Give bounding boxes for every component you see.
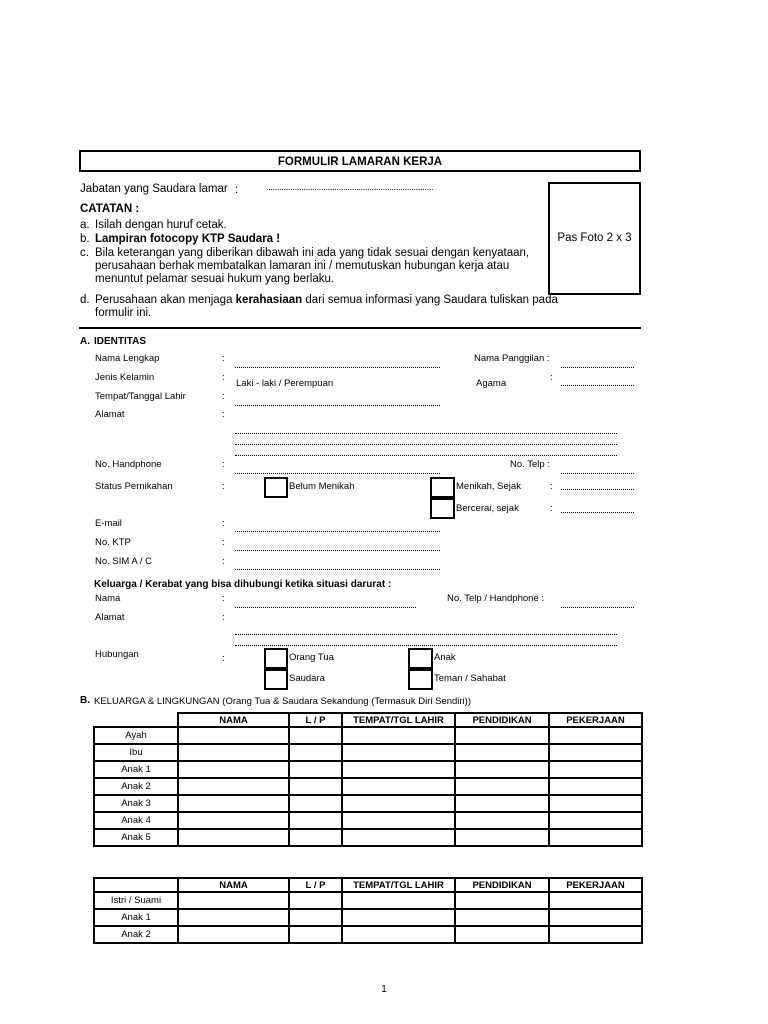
catatan-d-line1 xyxy=(95,294,558,306)
jabatan-colon: : xyxy=(235,184,239,196)
kerabat-telp-field[interactable] xyxy=(561,607,634,608)
kerabat-alamat-label: Alamat xyxy=(95,612,125,623)
column-header: PENDIDIKAN xyxy=(455,878,549,892)
photo-label: Pas Foto 2 x 3 xyxy=(557,232,632,244)
table-cell[interactable] xyxy=(455,761,549,778)
table-cell[interactable] xyxy=(289,795,342,812)
alamat-label: Alamat xyxy=(95,409,125,420)
catatan-c-marker: c. xyxy=(80,247,89,259)
kerabat-nama-field[interactable] xyxy=(235,607,416,608)
alamat-field-line-3[interactable] xyxy=(235,455,617,456)
table-cell[interactable] xyxy=(289,829,342,846)
table-row xyxy=(94,829,642,846)
email-field[interactable] xyxy=(235,531,440,532)
table-row xyxy=(94,727,642,744)
handphone-field[interactable] xyxy=(235,473,440,474)
table-row xyxy=(94,892,642,909)
bercerai-sejak-field[interactable] xyxy=(561,512,634,513)
column-header: PEKERJAAN xyxy=(549,878,642,892)
alamat-field-line-2[interactable] xyxy=(235,444,617,445)
section-b-marker: B. xyxy=(80,695,90,706)
kerabat-nama-label: Nama xyxy=(95,593,121,604)
kerabat-telp-label: No. Telp / Handphone : xyxy=(447,593,545,604)
spouse-table xyxy=(93,877,643,944)
agama-label: Agama xyxy=(476,378,507,389)
alamat-field-line-1[interactable] xyxy=(235,433,617,434)
row-label: Anak 1 xyxy=(94,909,178,926)
table-cell[interactable] xyxy=(549,812,642,829)
anak-checkbox[interactable] xyxy=(408,648,433,669)
table-cell[interactable] xyxy=(549,727,642,744)
kerabat-alamat-field-line-1[interactable] xyxy=(235,634,617,635)
row-label: Anak 1 xyxy=(94,761,178,778)
table-cell[interactable] xyxy=(549,795,642,812)
jenis-kelamin-value[interactable]: Laki - laki / Perempuan xyxy=(236,378,334,389)
table-cell[interactable] xyxy=(342,727,455,744)
table-cell[interactable] xyxy=(455,829,549,846)
table-cell[interactable] xyxy=(455,909,549,926)
table-row xyxy=(94,926,642,943)
table-row xyxy=(94,761,642,778)
table-cell[interactable] xyxy=(342,778,455,795)
belum-menikah-checkbox[interactable] xyxy=(264,477,288,498)
family-table xyxy=(93,712,643,847)
teman-checkbox[interactable] xyxy=(408,669,433,690)
catatan-c-line2: perusahaan berhak membatalkan lamaran ini / memutuskan hubungan kerja atau xyxy=(95,260,510,272)
catatan-a-text: Isilah dengan huruf cetak. xyxy=(95,219,227,231)
family-table-header xyxy=(94,713,642,727)
table-cell[interactable] xyxy=(178,795,289,812)
sim-label: No. SIM A / C xyxy=(95,556,153,567)
ktp-colon: : xyxy=(222,537,225,548)
row-label: Anak 4 xyxy=(94,812,178,829)
agama-colon: : xyxy=(550,372,553,383)
no-telp-field[interactable] xyxy=(561,473,634,474)
ktp-field[interactable] xyxy=(235,550,440,551)
email-label: E-mail xyxy=(95,518,122,529)
table-cell[interactable] xyxy=(289,744,342,761)
table-cell[interactable] xyxy=(455,744,549,761)
table-row xyxy=(94,812,642,829)
table-cell[interactable] xyxy=(178,892,289,909)
menikah-colon: : xyxy=(550,481,553,492)
column-header: L / P xyxy=(289,713,342,727)
table-cell[interactable] xyxy=(342,812,455,829)
keluarga-darurat-title: Keluarga / Kerabat yang bisa dihubungi ketika situasi darurat : xyxy=(94,579,392,590)
ktp-label: No. KTP xyxy=(95,537,131,548)
saudara-label: Saudara xyxy=(289,673,325,684)
catatan-a-marker: a. xyxy=(80,219,90,231)
handphone-label: No. Handphone xyxy=(95,459,162,470)
table-cell[interactable] xyxy=(289,761,342,778)
table-cell[interactable] xyxy=(178,744,289,761)
status-colon: : xyxy=(222,481,225,492)
bercerai-colon: : xyxy=(550,503,553,514)
header-empty-cell xyxy=(94,878,178,892)
section-a-marker: A. xyxy=(80,336,90,347)
bercerai-checkbox[interactable] xyxy=(430,498,455,519)
table-cell[interactable] xyxy=(549,761,642,778)
table-cell[interactable] xyxy=(549,892,642,909)
section-b-title-mid: Orang Tua & Saudara Sekandung (Termasuk Diri Sendiri) xyxy=(225,696,468,707)
table-cell[interactable] xyxy=(178,778,289,795)
catatan-b-text: Lampiran fotocopy KTP Saudara ! xyxy=(95,233,281,245)
nama-lengkap-label: Nama Lengkap xyxy=(95,353,160,364)
column-header: PENDIDIKAN xyxy=(455,713,549,727)
table-cell[interactable] xyxy=(455,892,549,909)
catatan-c-line1: Bila keterangan yang diberikan dibawah ini ada yang tidak sesuai dengan kenyataan, xyxy=(95,247,530,259)
catatan-d-bold: kerahasiaan xyxy=(235,294,303,306)
nama-panggilan-field[interactable] xyxy=(561,367,634,368)
nama-lengkap-colon: : xyxy=(222,353,225,364)
page-number: 1 xyxy=(381,984,387,995)
alamat-colon: : xyxy=(222,409,225,420)
hubungan-colon: : xyxy=(222,653,225,664)
table-cell[interactable] xyxy=(549,926,642,943)
menikah-label: Menikah, Sejak xyxy=(456,481,521,492)
sim-colon: : xyxy=(222,556,225,567)
jenis-kelamin-label: Jenis Kelamin xyxy=(95,372,155,383)
column-header: TEMPAT/TGL LAHIR xyxy=(342,878,455,892)
kerabat-alamat-field-line-2[interactable] xyxy=(235,645,617,646)
section-divider xyxy=(79,327,641,329)
belum-menikah-label: Belum Menikah xyxy=(289,481,355,492)
menikah-sejak-field[interactable] xyxy=(561,489,634,490)
spouse-table-header xyxy=(94,878,642,892)
row-label: Ayah xyxy=(94,727,178,744)
table-cell[interactable] xyxy=(289,812,342,829)
table-cell[interactable] xyxy=(342,926,455,943)
bercerai-label: Bercerai, sejak xyxy=(456,503,519,514)
table-row xyxy=(94,909,642,926)
catatan-title: CATATAN : xyxy=(80,203,140,215)
column-header: PEKERJAAN xyxy=(549,713,642,727)
catatan-d-post: dari semua informasi yang Saudara tuliskan pada xyxy=(302,294,558,306)
anak-label: Anak xyxy=(434,652,456,663)
table-cell[interactable] xyxy=(289,926,342,943)
table-row xyxy=(94,795,642,812)
row-label: Istri / Suami xyxy=(94,892,178,909)
section-b-title-post: ) xyxy=(467,696,471,707)
section-a-title: IDENTITAS xyxy=(94,336,147,347)
column-header: TEMPAT/TGL LAHIR xyxy=(342,713,455,727)
jabatan-field[interactable]: ............................................................................ xyxy=(266,182,434,192)
nama-panggilan-label: Nama Panggilan : xyxy=(474,353,550,364)
jabatan-label: Jabatan yang Saudara lamar xyxy=(80,183,228,195)
table-cell[interactable] xyxy=(289,727,342,744)
table-cell[interactable] xyxy=(342,795,455,812)
table-cell[interactable] xyxy=(455,795,549,812)
kerabat-alamat-colon: : xyxy=(222,612,225,623)
teman-label: Teman / Sahabat xyxy=(434,673,506,684)
table-cell[interactable] xyxy=(342,829,455,846)
nama-lengkap-field[interactable] xyxy=(235,367,440,368)
table-cell[interactable] xyxy=(549,744,642,761)
orang-tua-label: Orang Tua xyxy=(289,652,334,663)
handphone-colon: : xyxy=(222,459,225,470)
ttl-label: Tempat/Tanggal Lahir xyxy=(95,391,186,402)
row-label: Anak 2 xyxy=(94,926,178,943)
table-cell[interactable] xyxy=(289,892,342,909)
table-cell[interactable] xyxy=(455,727,549,744)
table-cell[interactable] xyxy=(342,744,455,761)
table-row xyxy=(94,778,642,795)
row-label: Anak 3 xyxy=(94,795,178,812)
column-header: L / P xyxy=(289,878,342,892)
form-title: FORMULIR LAMARAN KERJA xyxy=(277,156,443,168)
row-label: Ibu xyxy=(94,744,178,761)
kerabat-nama-colon: : xyxy=(222,593,225,604)
table-cell[interactable] xyxy=(549,909,642,926)
ttl-field[interactable] xyxy=(235,405,440,406)
header-empty-cell xyxy=(94,713,178,727)
table-cell[interactable] xyxy=(455,812,549,829)
jenis-kelamin-colon: : xyxy=(222,372,225,383)
table-cell[interactable] xyxy=(289,778,342,795)
table-cell[interactable] xyxy=(549,778,642,795)
catatan-b-marker: b. xyxy=(80,233,90,245)
menikah-checkbox[interactable] xyxy=(430,477,455,498)
section-b-title xyxy=(94,696,471,707)
table-row xyxy=(94,744,642,761)
column-header: NAMA xyxy=(178,713,289,727)
table-cell[interactable] xyxy=(342,909,455,926)
table-cell[interactable] xyxy=(549,829,642,846)
catatan-d-marker: d. xyxy=(80,294,90,306)
table-cell[interactable] xyxy=(178,829,289,846)
photo-box xyxy=(548,182,641,295)
catatan-d-pre: Perusahaan akan menjaga xyxy=(95,294,236,306)
hubungan-label: Hubungan xyxy=(95,649,139,660)
table-cell[interactable] xyxy=(455,778,549,795)
table-cell[interactable] xyxy=(178,761,289,778)
table-cell[interactable] xyxy=(178,812,289,829)
email-colon: : xyxy=(222,518,225,529)
row-label: Anak 5 xyxy=(94,829,178,846)
agama-field[interactable] xyxy=(561,385,634,386)
table-cell[interactable] xyxy=(455,926,549,943)
column-header: NAMA xyxy=(178,878,289,892)
form-title-box xyxy=(79,150,641,172)
table-cell[interactable] xyxy=(289,909,342,926)
sim-field[interactable] xyxy=(235,569,440,570)
table-cell[interactable] xyxy=(178,909,289,926)
table-cell[interactable] xyxy=(178,926,289,943)
orang-tua-checkbox[interactable] xyxy=(264,648,288,669)
no-telp-label: No. Telp : xyxy=(510,459,550,470)
table-cell[interactable] xyxy=(342,892,455,909)
status-label: Status Pernikahan xyxy=(95,481,173,492)
row-label: Anak 2 xyxy=(94,778,178,795)
table-cell[interactable] xyxy=(178,727,289,744)
catatan-d-line2: formulir ini. xyxy=(95,307,152,319)
ttl-colon: : xyxy=(222,391,225,402)
catatan-c-line3: menuntut pelamar sesuai hukum yang berlaku. xyxy=(95,273,335,285)
table-cell[interactable] xyxy=(342,761,455,778)
saudara-checkbox[interactable] xyxy=(264,669,288,690)
section-b-title-pre: KELUARGA & LINGKUNGAN ( xyxy=(94,696,226,707)
